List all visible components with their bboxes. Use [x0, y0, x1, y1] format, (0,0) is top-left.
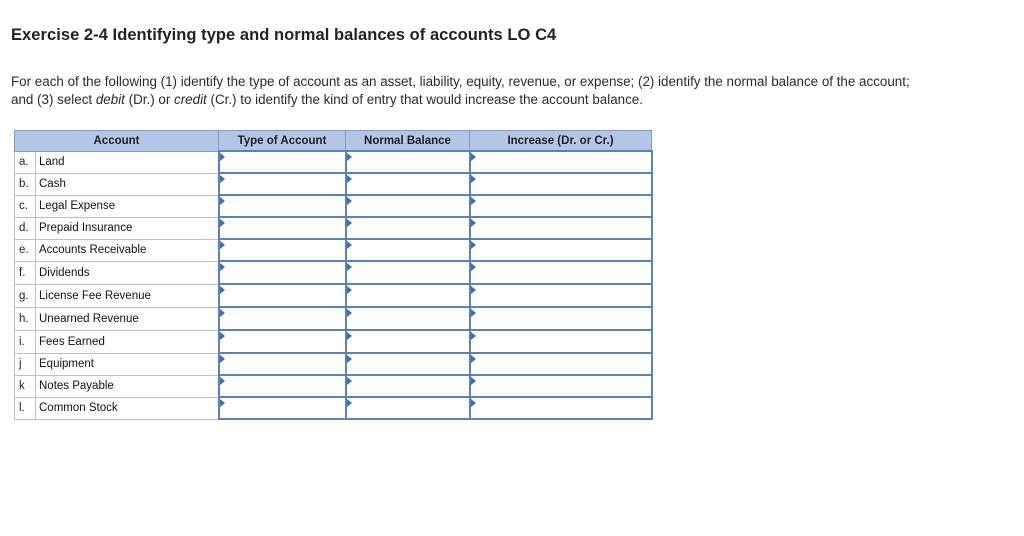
dropdown-arrow-icon [220, 355, 225, 363]
type-of-account-select-cell [219, 151, 346, 173]
increase-select[interactable] [471, 174, 651, 194]
increase-select[interactable] [471, 262, 651, 283]
normal-balance-select[interactable] [347, 376, 469, 396]
instructions [11, 73, 911, 109]
dropdown-arrow-icon [347, 153, 352, 161]
type-of-account-select[interactable] [220, 174, 345, 194]
row-letter: j [15, 353, 36, 375]
dropdown-arrow-icon [347, 309, 352, 317]
increase-select-cell [470, 217, 652, 239]
type-of-account-select[interactable] [220, 262, 345, 283]
dropdown-arrow-icon [347, 197, 352, 205]
dropdown-arrow-icon [471, 263, 476, 271]
instructions-cr: (Cr.) to identify the kind of entry that would increase the account balance. [206, 92, 643, 107]
type-of-account-select-cell [219, 397, 346, 419]
increase-select[interactable] [471, 308, 651, 329]
instructions-dr: (Dr.) or [124, 92, 175, 107]
type-of-account-select-cell [219, 173, 346, 195]
table-row [15, 353, 652, 375]
dropdown-arrow-icon [471, 219, 476, 227]
dropdown-arrow-icon [347, 263, 352, 271]
row-letter: c. [15, 195, 36, 217]
account-name: Notes Payable [36, 375, 219, 397]
normal-balance-select[interactable] [347, 218, 469, 238]
dropdown-arrow-icon [220, 219, 225, 227]
normal-balance-select-cell [346, 330, 470, 353]
account-name: Legal Expense [36, 195, 219, 217]
table-row [15, 239, 652, 261]
increase-select[interactable] [471, 240, 651, 260]
type-of-account-select[interactable] [220, 376, 345, 396]
type-of-account-select[interactable] [220, 218, 345, 238]
dropdown-arrow-icon [347, 286, 352, 294]
increase-select-cell [470, 307, 652, 330]
account-name: Land [36, 151, 219, 173]
dropdown-arrow-icon [471, 355, 476, 363]
dropdown-arrow-icon [220, 263, 225, 271]
dropdown-arrow-icon [471, 175, 476, 183]
row-letter: a. [15, 151, 36, 173]
table-body [15, 151, 652, 419]
dropdown-arrow-icon [220, 377, 225, 385]
normal-balance-select-cell [346, 375, 470, 397]
type-of-account-select-cell [219, 353, 346, 375]
normal-balance-select[interactable] [347, 152, 469, 172]
increase-select[interactable] [471, 196, 651, 216]
account-name: Equipment [36, 353, 219, 375]
dropdown-arrow-icon [471, 241, 476, 249]
normal-balance-select[interactable] [347, 285, 469, 306]
type-of-account-select-cell [219, 284, 346, 307]
normal-balance-select[interactable] [347, 308, 469, 329]
normal-balance-select-cell [346, 195, 470, 217]
dropdown-arrow-icon [347, 355, 352, 363]
increase-select-cell [470, 375, 652, 397]
account-name: Fees Earned [36, 330, 219, 353]
accounts-table [14, 130, 653, 420]
dropdown-arrow-icon [471, 197, 476, 205]
type-of-account-select-cell [219, 307, 346, 330]
row-letter: i. [15, 330, 36, 353]
page-title: Exercise 2-4 Identifying type and normal balances of accounts LO C4 [11, 26, 557, 44]
increase-select[interactable] [471, 218, 651, 238]
increase-select[interactable] [471, 152, 651, 172]
normal-balance-select-cell [346, 307, 470, 330]
table-row [15, 217, 652, 239]
normal-balance-select[interactable] [347, 331, 469, 352]
header-account: Account [15, 131, 219, 152]
dropdown-arrow-icon [471, 309, 476, 317]
type-of-account-select[interactable] [220, 398, 345, 418]
account-name: Accounts Receivable [36, 239, 219, 261]
increase-select[interactable] [471, 354, 651, 374]
dropdown-arrow-icon [471, 153, 476, 161]
normal-balance-select-cell [346, 239, 470, 261]
type-of-account-select[interactable] [220, 354, 345, 374]
dropdown-arrow-icon [347, 219, 352, 227]
instructions-credit: credit [174, 92, 207, 107]
type-of-account-select[interactable] [220, 308, 345, 329]
dropdown-arrow-icon [347, 175, 352, 183]
instructions-debit: debit [95, 92, 125, 107]
account-name: Cash [36, 173, 219, 195]
increase-select[interactable] [471, 331, 651, 352]
row-letter: g. [15, 284, 36, 307]
row-letter: k [15, 375, 36, 397]
row-letter: f. [15, 261, 36, 284]
type-of-account-select-cell [219, 217, 346, 239]
normal-balance-select-cell [346, 217, 470, 239]
normal-balance-select-cell [346, 284, 470, 307]
increase-select[interactable] [471, 398, 651, 418]
row-letter: l. [15, 397, 36, 419]
header-normal-balance: Normal Balance [346, 131, 470, 152]
dropdown-arrow-icon [347, 377, 352, 385]
increase-select-cell [470, 195, 652, 217]
dropdown-arrow-icon [471, 399, 476, 407]
normal-balance-select-cell [346, 151, 470, 173]
normal-balance-select[interactable] [347, 398, 469, 418]
dropdown-arrow-icon [471, 377, 476, 385]
type-of-account-select-cell [219, 375, 346, 397]
account-name: Prepaid Insurance [36, 217, 219, 239]
account-name: Dividends [36, 261, 219, 284]
table-row [15, 330, 652, 353]
dropdown-arrow-icon [220, 286, 225, 294]
dropdown-arrow-icon [220, 175, 225, 183]
type-of-account-select-cell [219, 261, 346, 284]
type-of-account-select-cell [219, 195, 346, 217]
dropdown-arrow-icon [347, 241, 352, 249]
type-of-account-select[interactable] [220, 285, 345, 306]
type-of-account-select[interactable] [220, 196, 345, 216]
type-of-account-select-cell [219, 239, 346, 261]
table-row [15, 307, 652, 330]
dropdown-arrow-icon [220, 197, 225, 205]
table-row [15, 151, 652, 173]
header-type-of-account: Type of Account [219, 131, 346, 152]
type-of-account-select[interactable] [220, 331, 345, 352]
table-row [15, 195, 652, 217]
account-name: Unearned Revenue [36, 307, 219, 330]
row-letter: b. [15, 173, 36, 195]
increase-select-cell [470, 397, 652, 419]
normal-balance-select[interactable] [347, 174, 469, 194]
instructions-part1: For each of the following (1) identify the type of account as an asset, liability, equity, revenue, or expense; (2) identify the normal balance of the account; and (3) select [11, 74, 910, 107]
dropdown-arrow-icon [220, 399, 225, 407]
row-letter: h. [15, 307, 36, 330]
increase-select-cell [470, 353, 652, 375]
normal-balance-select-cell [346, 353, 470, 375]
increase-select-cell [470, 239, 652, 261]
normal-balance-select[interactable] [347, 354, 469, 374]
table-row [15, 173, 652, 195]
dropdown-arrow-icon [220, 309, 225, 317]
increase-select-cell [470, 330, 652, 353]
increase-select-cell [470, 151, 652, 173]
dropdown-arrow-icon [220, 332, 225, 340]
account-name: Common Stock [36, 397, 219, 419]
header-increase: Increase (Dr. or Cr.) [470, 131, 652, 152]
dropdown-arrow-icon [347, 399, 352, 407]
account-name: License Fee Revenue [36, 284, 219, 307]
normal-balance-select[interactable] [347, 262, 469, 283]
normal-balance-select-cell [346, 173, 470, 195]
row-letter: e. [15, 239, 36, 261]
increase-select-cell [470, 173, 652, 195]
table-row [15, 375, 652, 397]
normal-balance-select-cell [346, 261, 470, 284]
normal-balance-select[interactable] [347, 240, 469, 260]
increase-select-cell [470, 261, 652, 284]
increase-select-cell [470, 284, 652, 307]
type-of-account-select[interactable] [220, 152, 345, 172]
increase-select[interactable] [471, 285, 651, 306]
type-of-account-select-cell [219, 330, 346, 353]
type-of-account-select[interactable] [220, 240, 345, 260]
dropdown-arrow-icon [220, 153, 225, 161]
table-row [15, 261, 652, 284]
normal-balance-select-cell [346, 397, 470, 419]
row-letter: d. [15, 217, 36, 239]
table-row [15, 397, 652, 419]
dropdown-arrow-icon [471, 332, 476, 340]
dropdown-arrow-icon [471, 286, 476, 294]
table-header-row [15, 131, 652, 152]
table-row [15, 284, 652, 307]
increase-select[interactable] [471, 376, 651, 396]
dropdown-arrow-icon [347, 332, 352, 340]
dropdown-arrow-icon [220, 241, 225, 249]
normal-balance-select[interactable] [347, 196, 469, 216]
